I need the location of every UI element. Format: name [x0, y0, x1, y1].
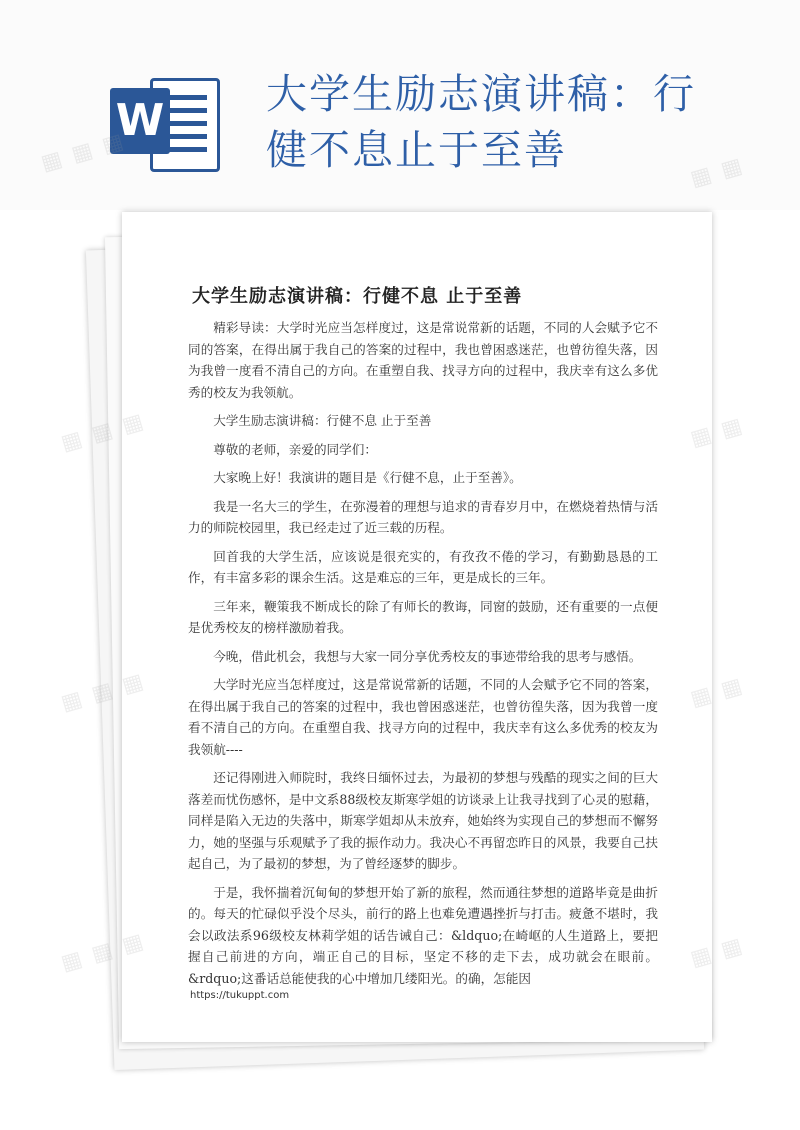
- document-title-line-2: 健不息止于至善: [266, 126, 567, 174]
- watermark-mark: ▦ ▦: [687, 412, 747, 453]
- paragraph-college-time: 大学时光应当怎样度过，这是常说常新的话题，不同的人会赋予它不同的答案，在得出属于我自己的答案的过程中，我也曾困惑迷茫，也曾彷徨失落，因为我曾一度看不清自己的方向。在重塑自我、找寻方向的过程中，我庆幸有这么多优秀的校友为我领航----: [188, 677, 658, 757]
- top-banner: [0, 0, 800, 210]
- paragraph-tonight: 今晚，借此机会，我想与大家一同分享优秀校友的事迹带给我的思考与感悟。: [213, 648, 642, 664]
- document-body: [188, 317, 658, 996]
- watermark-mark: ▦ ▦: [687, 672, 747, 713]
- word-icon: [110, 72, 220, 172]
- paragraph-memory: 还记得刚进入师院时，我终日缅怀过去，为最初的梦想与残酷的现实之间的巨大落差而忧伤感怀，是中文系88级校友斯寒学姐的访谈录上让我寻找到了心灵的慰藉，同样是陷入无边的失落中，斯寒学姐却从未放弃，她始终为实现自己的梦想而不懈努力，她的坚强与乐观赋予了我的振作动力。我决心不再留恋昨日的风景，我要自己扶起自己，为了最初的梦想，为了曾经逐梦的脚步。: [188, 770, 658, 871]
- watermark-mark: ▦: [58, 426, 88, 457]
- watermark-mark: ▦: [58, 686, 88, 717]
- document-heading: 大学生励志演讲稿：行健不息 止于至善: [192, 286, 523, 307]
- paragraph-greeting: 尊敬的老师，亲爱的同学们：: [213, 441, 377, 457]
- footer-url[interactable]: https://tukuppt.com: [190, 990, 290, 1001]
- paragraph-three-years: 三年来，鞭策我不断成长的除了有师长的教诲，同窗的鼓励，还有重要的一点便是优秀校友的榜样激励着我。: [188, 598, 658, 635]
- watermark-mark: ▦ ▦ ▦: [58, 928, 149, 977]
- document-title: [266, 66, 776, 178]
- document-title-line-1: 大学生励志演讲稿：行: [266, 70, 696, 118]
- word-badge: W: [110, 88, 170, 154]
- paragraph-review: 回首我的大学生活，应该说是很充实的，有孜孜不倦的学习，有勤勤恳恳的工作，有丰富多彩的课余生活。这是难忘的三年，更是成长的三年。: [188, 548, 658, 585]
- paragraph-intro: 精彩导读：大学时光应当怎样度过，这是常说常新的话题，不同的人会赋予它不同的答案，在得出属于我自己的答案的过程中，我也曾困惑迷茫，也曾彷徨失落，因为我曾一度看不清自己的方向。在重塑自我、找寻方向的过程中，我庆幸有这么多优秀的校友为我领航。: [188, 320, 658, 400]
- paragraph-journey: 于是，我怀揣着沉甸甸的梦想开始了新的旅程，然而通往梦想的道路毕竟是曲折的。每天的忙碌似乎没个尽头，前行的路上也难免遭遇挫折与打击。疲惫不堪时，我会以政法系96级校友林莉学姐的话告诫自己：&ldquo;在崎岖的人生道路上，要把握自己前进的方向，端正自己的目标，坚定不移的走下去，成功就会在眼前。&rdquo;这番话总能使我的心中增加几缕阳光。的确，怎能因: [188, 884, 658, 986]
- watermark-mark: ▦ ▦: [687, 932, 747, 973]
- paragraph-subtitle: 大学生励志演讲稿：行健不息 止于至善: [213, 413, 432, 428]
- document-page: [122, 212, 712, 1042]
- paragraph-opening: 大家晚上好！我演讲的题目是《行健不息，止于至善》。: [213, 470, 522, 485]
- paragraph-self-intro: 我是一名大三的学生，在弥漫着的理想与追求的青春岁月中，在燃烧着热情与活力的师院校园里，我已经走过了近三载的历程。: [188, 498, 658, 535]
